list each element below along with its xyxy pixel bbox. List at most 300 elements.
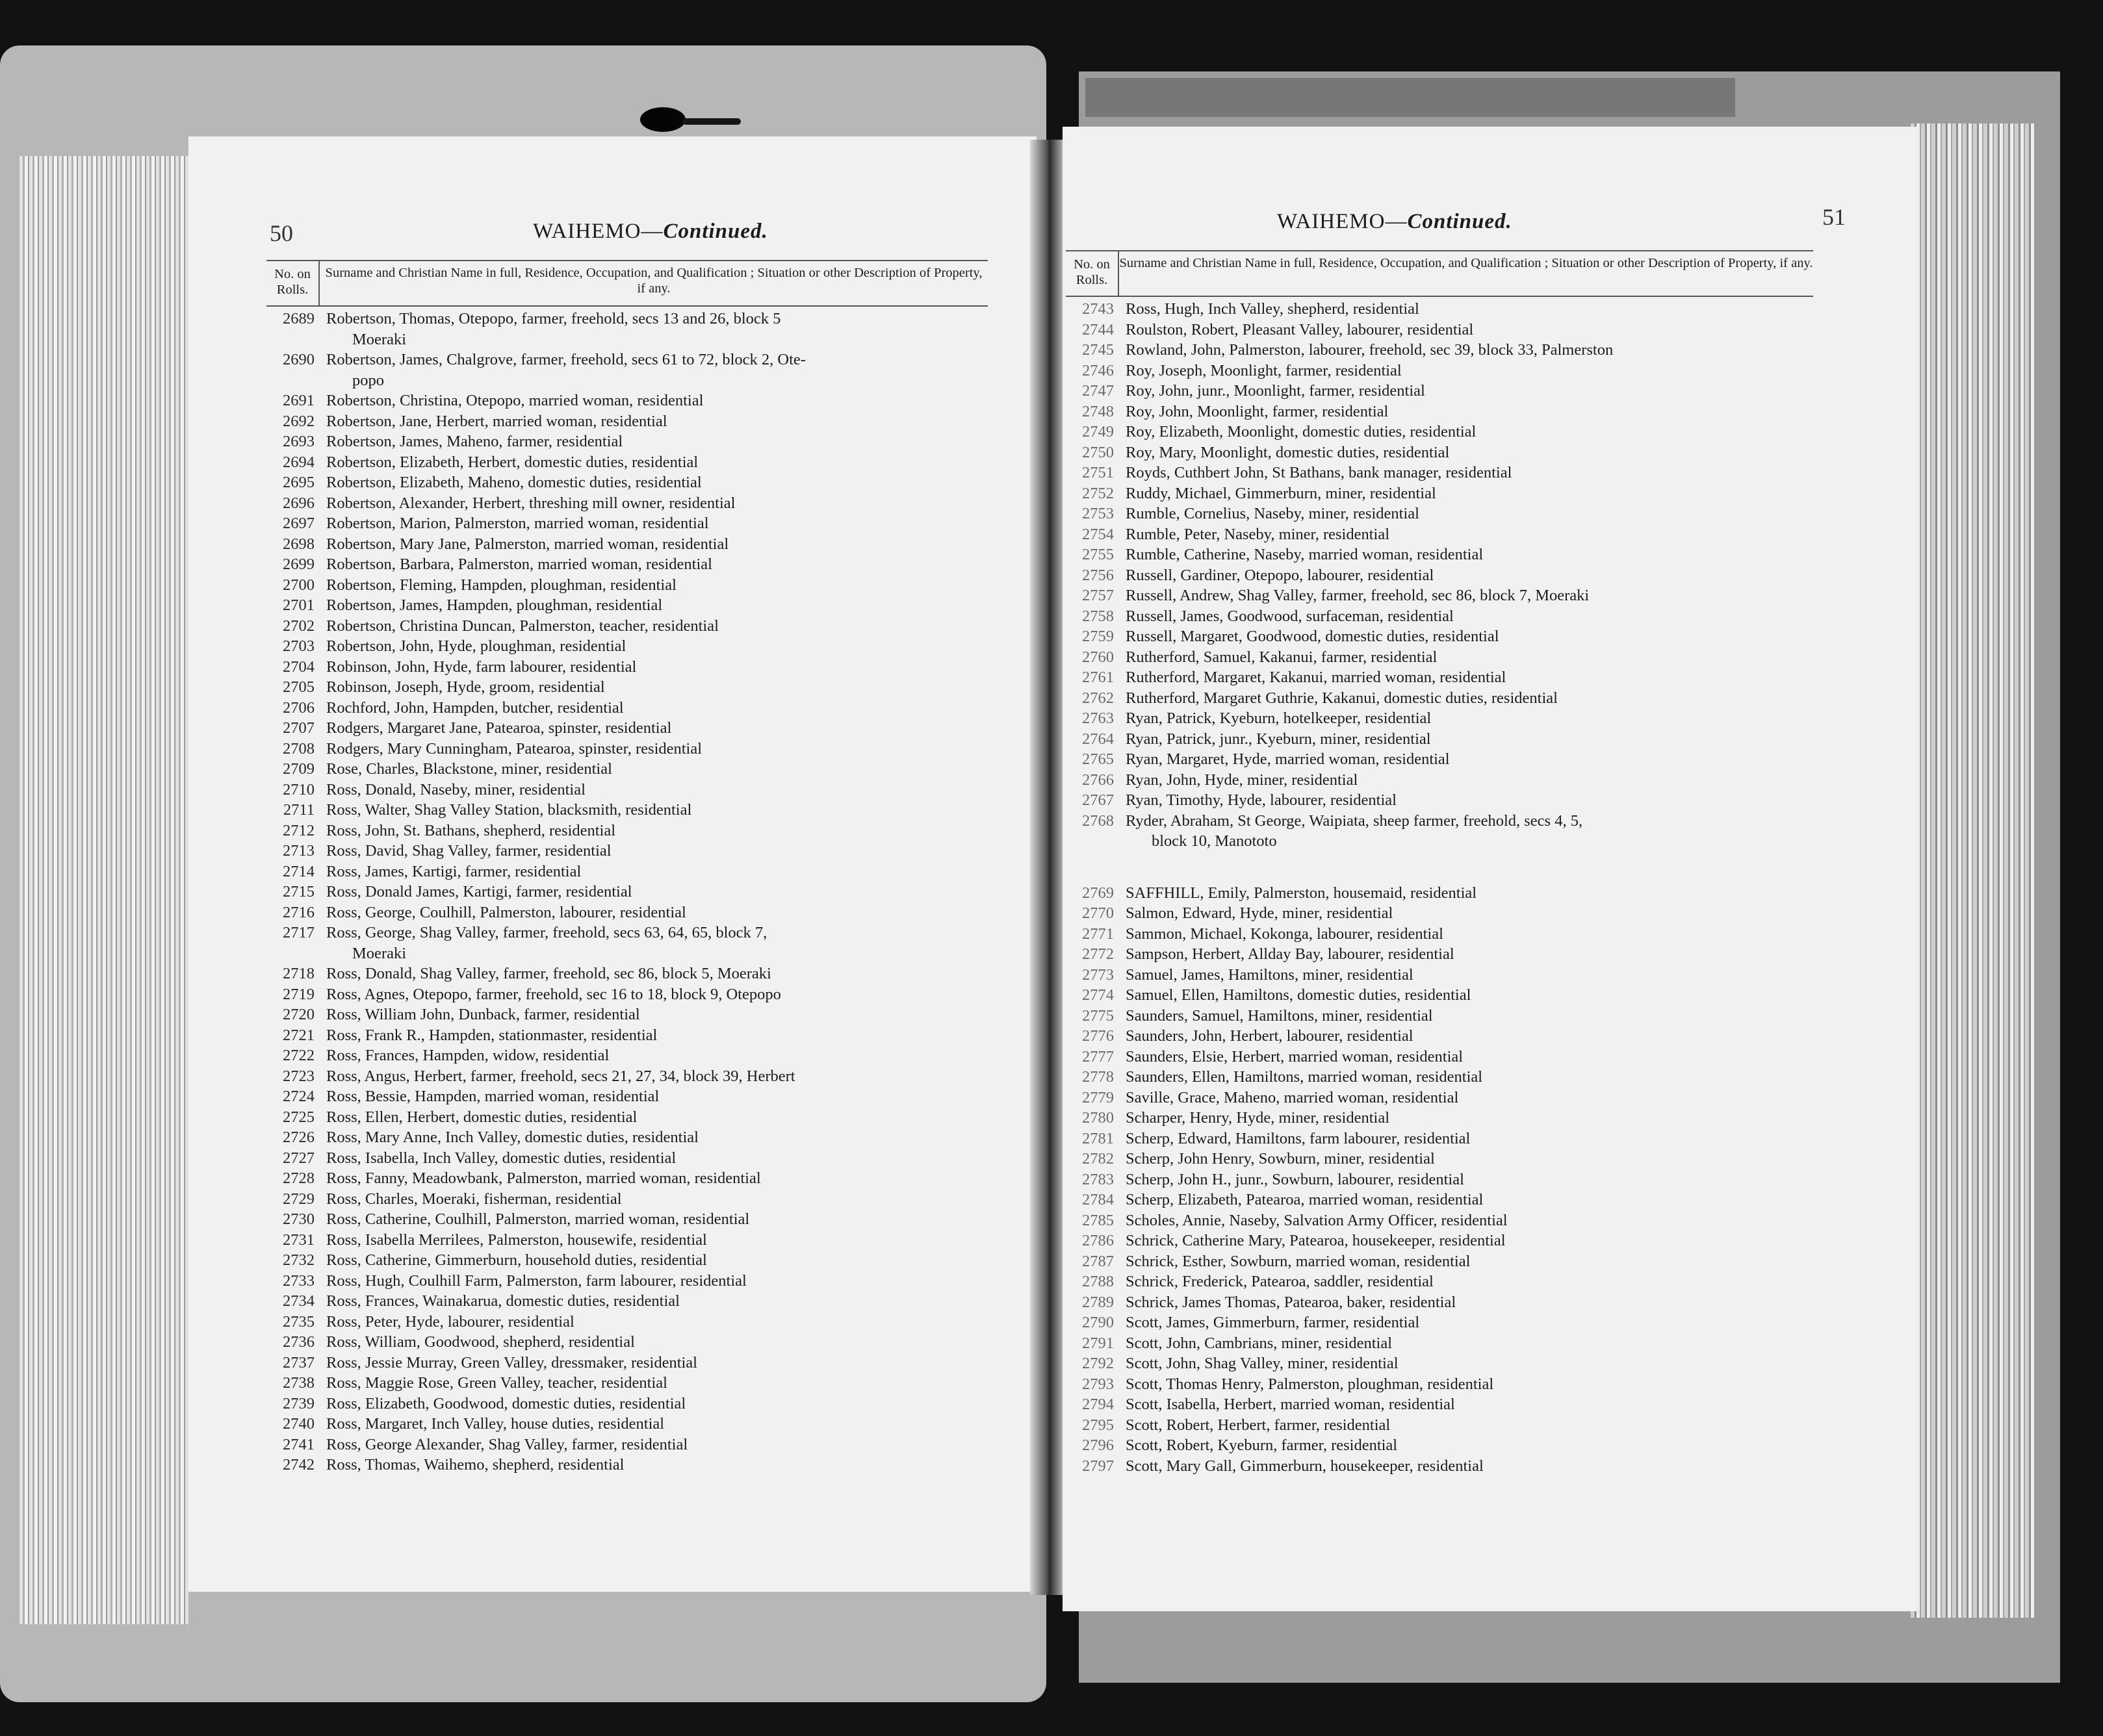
elector-description — [320, 1414, 1001, 1435]
elector-text: Robertson, Elizabeth, Maheno, domestic duties, residential — [326, 474, 702, 491]
elector-description — [320, 309, 1001, 350]
elector-description — [1119, 1047, 1829, 1067]
roll-number: 2784 — [1082, 1191, 1114, 1208]
roll-entry — [1066, 647, 1829, 668]
roll-number: 2695 — [283, 474, 315, 491]
elector-description — [1119, 924, 1829, 945]
elector-text: Rumble, Peter, Naseby, miner, residential — [1126, 525, 1390, 543]
elector-text: Robertson, Thomas, Otepopo, farmer, freehold, secs 13 and 26, block 5 — [326, 310, 781, 327]
roll-entry — [1066, 1415, 1829, 1436]
roll-entry — [266, 1414, 1001, 1435]
elector-text: Ross, Agnes, Otepopo, farmer, freehold, sec 16 to 18, block 9, Otepopo — [326, 985, 781, 1003]
elector-description — [1119, 504, 1829, 524]
roll-number: 2698 — [283, 535, 315, 553]
elector-description — [320, 923, 1001, 964]
elector-description — [1119, 903, 1829, 924]
roll-entry — [1066, 626, 1829, 647]
elector-text: Saunders, Elsie, Herbert, married woman, residential — [1126, 1047, 1464, 1066]
roll-entry — [1066, 1435, 1829, 1456]
roll-number: 2775 — [1082, 1006, 1114, 1025]
roll-entry — [1066, 1129, 1829, 1149]
elector-text: Robertson, James, Chalgrove, farmer, freehold, secs 61 to 72, block 2, Ote- — [326, 351, 806, 368]
elector-description — [1119, 1415, 1829, 1436]
elector-description — [320, 677, 1001, 698]
elector-text: Scott, Thomas Henry, Palmerston, ploughman, residential — [1126, 1375, 1494, 1393]
elector-description — [1119, 1108, 1829, 1129]
roll-number: 2700 — [283, 576, 315, 594]
elector-text: Scott, Mary Gall, Gimmerburn, housekeeper, residential — [1126, 1457, 1484, 1475]
elector-description — [320, 431, 1001, 452]
roll-entry — [1066, 1169, 1829, 1190]
roll-entry — [266, 1312, 1001, 1333]
roll-entry — [266, 1148, 1001, 1169]
elector-text: Roy, Elizabeth, Moonlight, domestic duties, residential — [1126, 423, 1477, 440]
elector-description — [1119, 402, 1829, 422]
elector-text: Ross, Maggie Rose, Green Valley, teacher, residential — [326, 1374, 667, 1392]
elector-text: Scharper, Henry, Hyde, miner, residential — [1126, 1109, 1389, 1127]
roll-number: 2779 — [1082, 1088, 1114, 1106]
roll-entry — [266, 1332, 1001, 1353]
roll-number: 2780 — [1082, 1109, 1114, 1127]
elector-text: Robinson, Joseph, Hyde, groom, residential — [326, 678, 605, 696]
elector-text: Robertson, James, Hampden, ploughman, residential — [326, 596, 663, 614]
elector-description — [1119, 688, 1829, 709]
roll-number: 2781 — [1082, 1129, 1114, 1147]
elector-description — [320, 513, 1001, 534]
elector-description — [320, 1230, 1001, 1251]
elector-description — [1119, 524, 1829, 545]
elector-text: Saville, Grace, Maheno, married woman, residential — [1126, 1088, 1459, 1106]
elector-description — [320, 1332, 1001, 1353]
roll-number: 2741 — [283, 1435, 315, 1453]
column-header-description: Surname and Christian Name in full, Residence, Occupation, and Qualification ; Situation or other Description of Property, if any. — [1119, 256, 1813, 270]
roll-entry — [1066, 299, 1829, 320]
elector-description — [320, 964, 1001, 984]
column-header-description: Surname and Christian Name in full, Residence, Occupation, and Qualification ; Situation or other Description of Property, if any. — [325, 266, 983, 296]
page-edges-left — [19, 156, 188, 1624]
roll-entry — [1066, 944, 1829, 965]
elector-text: Roulston, Robert, Pleasant Valley, labourer, residential — [1126, 320, 1474, 338]
roll-entry — [1066, 381, 1829, 402]
elector-text-continued: Moeraki — [352, 330, 406, 348]
district-name: WAIHEMO — [533, 220, 641, 243]
elector-text: Scholes, Annie, Naseby, Salvation Army Officer, residential — [1126, 1211, 1508, 1229]
roll-entry — [1066, 749, 1829, 770]
roll-number: 2783 — [1082, 1170, 1114, 1188]
roll-entry — [266, 1353, 1001, 1373]
roll-number: 2712 — [283, 821, 315, 839]
roll-number: 2760 — [1082, 648, 1114, 666]
elector-text: Ross, Peter, Hyde, labourer, residential — [326, 1312, 574, 1331]
elector-text: Schrick, Esther, Sowburn, married woman, residential — [1126, 1252, 1471, 1270]
roll-number: 2745 — [1082, 341, 1114, 359]
elector-description — [320, 350, 1001, 390]
elector-text: Scherp, Edward, Hamiltons, farm labourer, residential — [1126, 1129, 1471, 1147]
roll-entry — [1066, 1312, 1829, 1333]
roll-entry — [1066, 544, 1829, 565]
roll-number: 2790 — [1082, 1314, 1114, 1331]
roll-number: 2704 — [283, 657, 315, 676]
elector-text: Ross, Frank R., Hampden, stationmaster, residential — [326, 1026, 658, 1044]
roll-number: 2795 — [1082, 1416, 1114, 1434]
elector-text: Ross, George Alexander, Shag Valley, farmer, residential — [326, 1435, 688, 1453]
roll-entry — [1066, 1271, 1829, 1292]
roll-number: 2756 — [1082, 566, 1114, 584]
elector-description — [320, 595, 1001, 616]
roll-number: 2719 — [283, 985, 315, 1003]
roll-number: 2742 — [283, 1456, 315, 1474]
elector-text: Ross, Jessie Murray, Green Valley, dressmaker, residential — [326, 1353, 697, 1372]
roll-entry — [1066, 1353, 1829, 1374]
elector-text: Roy, Joseph, Moonlight, farmer, residential — [1126, 361, 1402, 379]
roll-entry — [266, 1045, 1001, 1066]
elector-description — [320, 452, 1001, 473]
elector-text: Royds, Cuthbert John, St Bathans, bank manager, residential — [1126, 464, 1512, 481]
elector-description — [320, 1353, 1001, 1373]
elector-description — [1119, 1435, 1829, 1456]
roll-entry — [1066, 770, 1829, 791]
elector-description — [320, 862, 1001, 882]
roll-entry — [1066, 340, 1829, 361]
elector-text: Ross, Walter, Shag Valley Station, blacksmith, residential — [326, 801, 692, 819]
elector-text: Sammon, Michael, Kokonga, labourer, residential — [1126, 925, 1443, 943]
roll-entry — [266, 595, 1001, 616]
column-header — [266, 260, 988, 307]
roll-number: 2761 — [1082, 669, 1114, 686]
roll-entry — [266, 698, 1001, 719]
elector-description — [1119, 1374, 1829, 1395]
roll-number: 2689 — [283, 310, 315, 327]
running-head — [533, 220, 768, 244]
roll-entry — [1066, 565, 1829, 586]
roll-number: 2709 — [283, 760, 315, 778]
roll-entry — [266, 513, 1001, 534]
roll-number: 2716 — [283, 903, 315, 921]
elector-text: Robertson, Christina Duncan, Palmerston, teacher, residential — [326, 617, 719, 635]
roll-entry — [1066, 1333, 1829, 1354]
roll-entry — [1066, 361, 1829, 381]
roll-entry — [266, 616, 1001, 637]
roll-entry — [266, 1209, 1001, 1230]
elector-text: Rumble, Catherine, Naseby, married woman, residential — [1126, 546, 1484, 563]
elector-description — [320, 780, 1001, 800]
elector-description — [1119, 944, 1829, 965]
roll-number: 2759 — [1082, 628, 1114, 645]
elector-text: Robinson, John, Hyde, farm labourer, residential — [326, 657, 637, 676]
roll-entry — [1066, 903, 1829, 924]
elector-description — [1119, 320, 1829, 340]
roll-number: 2771 — [1082, 925, 1114, 943]
roll-number: 2793 — [1082, 1375, 1114, 1393]
roll-number: 2724 — [283, 1088, 315, 1105]
roll-number: 2774 — [1082, 986, 1114, 1004]
roll-number: 2751 — [1082, 464, 1114, 481]
roll-entry — [1066, 965, 1829, 986]
elector-description — [1119, 749, 1829, 770]
roll-entry — [1066, 483, 1829, 504]
elector-text: Ross, Elizabeth, Goodwood, domestic duties, residential — [326, 1394, 686, 1412]
elector-description — [320, 1107, 1001, 1128]
elector-description — [320, 1127, 1001, 1148]
column-header-number: No. on Rolls. — [266, 261, 320, 305]
elector-description — [1119, 965, 1829, 986]
page-header — [188, 220, 1037, 252]
roll-number: 2703 — [283, 637, 315, 655]
roll-number: 2747 — [1082, 382, 1114, 400]
elector-text: Ross, Isabella Merrilees, Palmerston, housewife, residential — [326, 1231, 707, 1249]
roll-number: 2733 — [283, 1271, 315, 1290]
roll-entry — [266, 677, 1001, 698]
elector-description — [1119, 1169, 1829, 1190]
elector-description — [1119, 1210, 1829, 1231]
column-header-number: No. on Rolls. — [1066, 251, 1119, 296]
page-header — [1063, 204, 1917, 242]
roll-number: 2754 — [1082, 525, 1114, 543]
roll-number: 2711 — [283, 801, 315, 819]
elector-description — [320, 1455, 1001, 1475]
elector-description — [320, 1168, 1001, 1189]
roll-entry — [1066, 985, 1829, 1006]
roll-entry — [1066, 924, 1829, 945]
elector-text: Schrick, James Thomas, Patearoa, baker, residential — [1126, 1293, 1456, 1311]
roll-number: 2708 — [283, 739, 315, 758]
elector-description — [1119, 1149, 1829, 1169]
roll-entry — [1066, 1251, 1829, 1272]
elector-text: Robertson, Christina, Otepopo, married woman, residential — [326, 392, 704, 409]
elector-description — [320, 1209, 1001, 1230]
elector-description — [1119, 299, 1829, 320]
elector-text: Ryan, Timothy, Hyde, labourer, residential — [1126, 791, 1397, 809]
roll-entry — [266, 862, 1001, 882]
roll-entry — [266, 1373, 1001, 1394]
roll-number: 2692 — [283, 412, 315, 430]
elector-description — [320, 759, 1001, 780]
elector-description — [1119, 381, 1829, 402]
page-number: 51 — [1822, 204, 1846, 230]
roll-entry — [266, 309, 1001, 350]
column-header — [1066, 250, 1813, 297]
roll-entry — [1066, 1067, 1829, 1088]
roll-entry — [266, 534, 1001, 555]
elector-text: Scherp, John H., junr., Sowburn, labourer, residential — [1126, 1170, 1464, 1188]
roll-entry — [266, 431, 1001, 452]
elector-description — [1119, 463, 1829, 483]
roll-entry — [266, 493, 1001, 514]
elector-description — [320, 657, 1001, 678]
roll-number: 2715 — [283, 883, 315, 900]
roll-entry — [266, 780, 1001, 800]
roll-number: 2702 — [283, 617, 315, 635]
elector-description — [1119, 1006, 1829, 1027]
elector-text: Robertson, Barbara, Palmerston, married woman, residential — [326, 555, 712, 573]
roll-number: 2750 — [1082, 443, 1114, 461]
elector-description — [320, 554, 1001, 575]
page-edges-right — [1911, 123, 2034, 1618]
roll-number: 2744 — [1082, 320, 1114, 338]
elector-text: SAFFHILL, Emily, Palmerston, housemaid, residential — [1126, 884, 1477, 902]
roll-number: 2757 — [1082, 587, 1114, 604]
running-head — [1277, 210, 1512, 234]
elector-description — [320, 472, 1001, 493]
district-name: WAIHEMO — [1277, 210, 1386, 233]
roll-number: 2717 — [283, 924, 315, 941]
roll-number: 2746 — [1082, 361, 1114, 379]
elector-description — [1119, 483, 1829, 504]
roll-entry — [1066, 422, 1829, 442]
roll-number: 2764 — [1082, 730, 1114, 748]
roll-entry — [266, 923, 1001, 964]
elector-description — [320, 1271, 1001, 1292]
elector-text: Ross, James, Kartigi, farmer, residential — [326, 862, 582, 880]
roll-number: 2791 — [1082, 1334, 1114, 1352]
roll-entry — [1066, 1394, 1829, 1415]
elector-description — [1119, 647, 1829, 668]
roll-entry — [1066, 708, 1829, 729]
elector-description — [320, 575, 1001, 596]
elector-text: Rodgers, Mary Cunningham, Patearoa, spinster, residential — [326, 739, 703, 758]
elector-description — [1119, 770, 1829, 791]
elector-description — [320, 1394, 1001, 1414]
roll-entry — [266, 1435, 1001, 1455]
roll-entry — [1066, 1047, 1829, 1067]
roll-entry — [1066, 1026, 1829, 1047]
roll-number: 2752 — [1082, 484, 1114, 502]
elector-text-continued: block 10, Manototo — [1152, 832, 1277, 850]
roll-number: 2732 — [283, 1251, 315, 1269]
roll-number: 2701 — [283, 596, 315, 614]
roll-entry — [266, 1189, 1001, 1210]
elector-description — [1119, 708, 1829, 729]
roll-entry — [266, 657, 1001, 678]
roll-number: 2763 — [1082, 709, 1114, 727]
elector-description — [320, 800, 1001, 821]
elector-text: Scherp, John Henry, Sowburn, miner, residential — [1126, 1150, 1435, 1168]
elector-description — [320, 841, 1001, 862]
elector-description — [320, 1086, 1001, 1107]
roll-entry — [266, 636, 1001, 657]
elector-text: Scott, Robert, Herbert, farmer, residential — [1126, 1416, 1391, 1434]
roll-number: 2725 — [283, 1108, 315, 1126]
elector-description — [1119, 1353, 1829, 1374]
roll-entry — [266, 800, 1001, 821]
elector-description — [320, 698, 1001, 719]
elector-text: Scott, James, Gimmerburn, farmer, residential — [1126, 1314, 1420, 1331]
elector-text: Rose, Charles, Blackstone, miner, residential — [326, 760, 612, 778]
roll-entry — [266, 554, 1001, 575]
elector-description — [320, 1312, 1001, 1333]
roll-number: 2792 — [1082, 1355, 1114, 1372]
roll-number: 2705 — [283, 678, 315, 696]
elector-description — [320, 411, 1001, 432]
roll-number: 2762 — [1082, 689, 1114, 707]
roll-entry — [266, 739, 1001, 760]
elector-text: Ryder, Abraham, St George, Waipiata, sheep farmer, freehold, secs 4, 5, — [1126, 811, 1583, 830]
elector-description — [1119, 565, 1829, 586]
elector-text: Ross, Mary Anne, Inch Valley, domestic duties, residential — [326, 1129, 699, 1146]
elector-description — [1119, 1231, 1829, 1251]
elector-description — [320, 390, 1001, 411]
elector-text: Ross, Catherine, Gimmerburn, household duties, residential — [326, 1251, 707, 1269]
continued-label: Continued. — [663, 220, 768, 243]
elector-description — [320, 1250, 1001, 1271]
elector-text: Ryan, Margaret, Hyde, married woman, residential — [1126, 750, 1450, 768]
elector-description — [320, 882, 1001, 902]
elector-text: Ross, Ellen, Herbert, domestic duties, residential — [326, 1108, 638, 1126]
elector-description — [1119, 1026, 1829, 1047]
elector-description — [1119, 1088, 1829, 1108]
elector-description — [1119, 1333, 1829, 1354]
roll-number: 2696 — [283, 494, 315, 512]
elector-text: Ruddy, Michael, Gimmerburn, miner, residential — [1126, 484, 1436, 502]
elector-text: Saunders, Ellen, Hamiltons, married woman, residential — [1126, 1068, 1483, 1086]
roll-number: 2743 — [1082, 300, 1114, 318]
elector-description — [320, 821, 1001, 841]
roll-entry — [266, 1004, 1001, 1025]
elector-text: Sampson, Herbert, Allday Bay, labourer, residential — [1126, 945, 1454, 963]
running-head-dash: — — [641, 220, 664, 243]
elector-text: Ross, Hugh, Inch Valley, shepherd, residential — [1126, 300, 1419, 318]
roll-number: 2734 — [283, 1292, 315, 1310]
elector-description — [1119, 1271, 1829, 1292]
elector-text: Scherp, Elizabeth, Patearoa, married woman, residential — [1126, 1191, 1484, 1208]
elector-text: Salmon, Edward, Hyde, miner, residential — [1126, 904, 1393, 922]
elector-text: Saunders, John, Herbert, labourer, residential — [1126, 1027, 1413, 1045]
roll-number: 2707 — [283, 719, 315, 737]
roll-entry — [266, 718, 1001, 739]
right-page — [1063, 127, 1917, 1611]
roll-entry — [1066, 1231, 1829, 1251]
roll-number: 2723 — [283, 1067, 315, 1085]
elector-text: Ross, Donald, Shag Valley, farmer, freehold, sec 86, block 5, Moeraki — [326, 965, 771, 982]
roll-number: 2738 — [283, 1374, 315, 1392]
elector-description — [320, 1189, 1001, 1210]
elector-text: Ross, William John, Dunback, farmer, residential — [326, 1006, 640, 1023]
elector-description — [1119, 1312, 1829, 1333]
roll-entry — [266, 390, 1001, 411]
roll-number: 2697 — [283, 515, 315, 532]
elector-text: Robertson, Elizabeth, Herbert, domestic duties, residential — [326, 453, 699, 471]
elector-description — [1119, 790, 1829, 811]
elector-description — [1119, 729, 1829, 750]
elector-text: Ross, Donald James, Kartigi, farmer, residential — [326, 883, 632, 900]
elector-description — [1119, 585, 1829, 606]
roll-entry — [1066, 463, 1829, 483]
roll-number: 2794 — [1082, 1396, 1114, 1413]
roll-entry — [266, 759, 1001, 780]
elector-text: Robertson, Fleming, Hampden, ploughman, residential — [326, 576, 677, 594]
roll-number: 2729 — [283, 1190, 315, 1208]
roll-entry — [1066, 585, 1829, 606]
roll-entry — [1066, 1006, 1829, 1027]
roll-entry — [1066, 442, 1829, 463]
elector-text: Scott, Isabella, Herbert, married woman, residential — [1126, 1396, 1455, 1413]
roll-entry — [266, 1291, 1001, 1312]
elector-description — [1119, 606, 1829, 627]
elector-text: Ryan, Patrick, Kyeburn, hotelkeeper, residential — [1126, 709, 1432, 727]
roll-entry — [266, 841, 1001, 862]
roll-number: 2728 — [283, 1169, 315, 1187]
roll-entry — [266, 350, 1001, 390]
elector-text: Scott, Robert, Kyeburn, farmer, residential — [1126, 1436, 1398, 1454]
roll-number: 2720 — [283, 1006, 315, 1023]
roll-number: 2768 — [1082, 811, 1114, 830]
roll-number: 2758 — [1082, 607, 1114, 625]
roll-number: 2739 — [283, 1394, 315, 1412]
page-number: 50 — [270, 220, 293, 246]
punch-hole-mark — [640, 107, 686, 132]
roll-entry — [266, 902, 1001, 923]
roll-entry — [266, 1025, 1001, 1046]
